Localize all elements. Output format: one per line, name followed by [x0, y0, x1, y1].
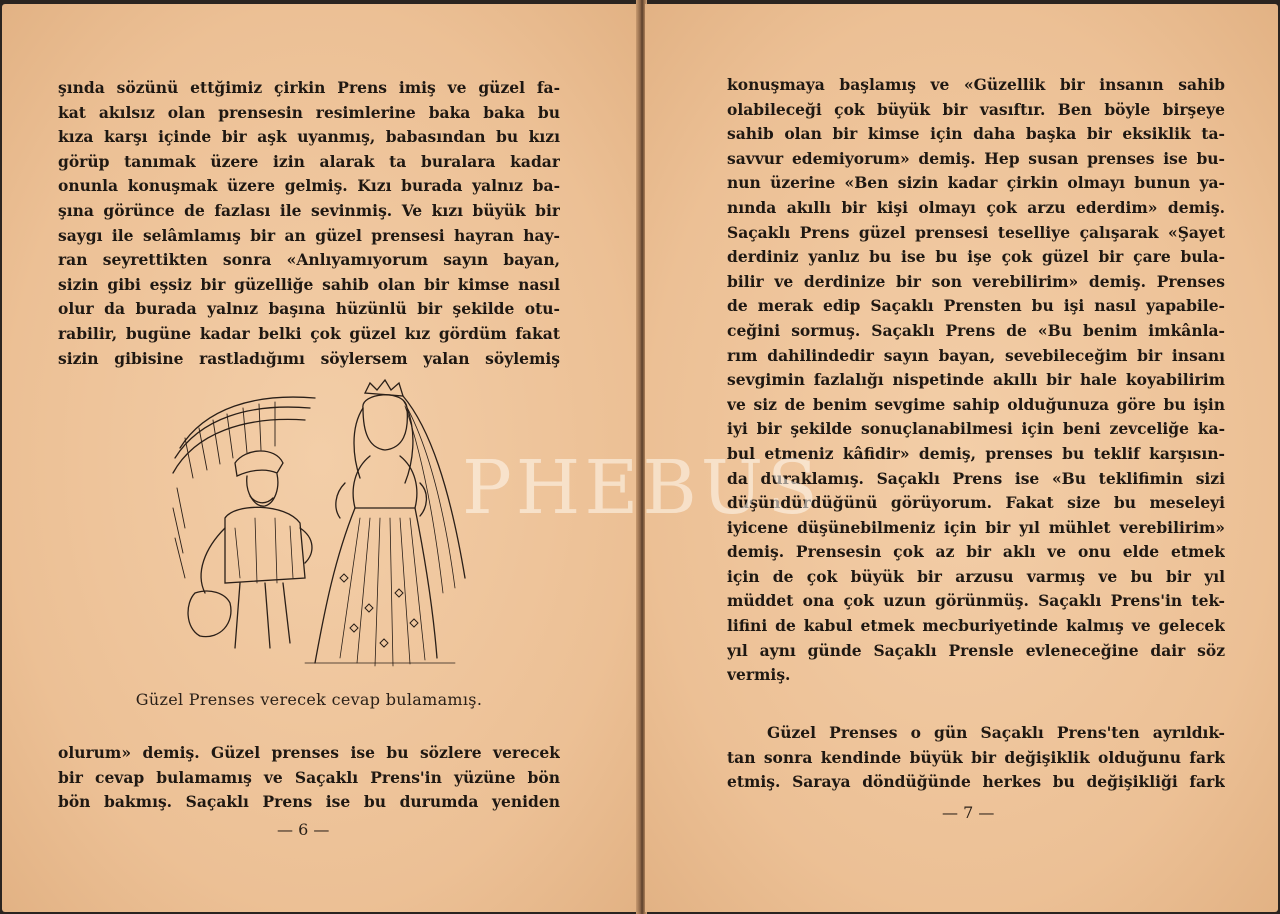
text-line: şına görünce de fazlası ile sevinmiş. Ve kızı büyük bir — [58, 200, 560, 220]
page-number-left: — 6 — — [277, 820, 330, 839]
text-line: olabileceği çok büyük bir vasıftır. Ben böyle birşeye — [727, 99, 1225, 119]
text-line: saygı ile selâmlamış bir an güzel prensesi hayran hay- — [58, 225, 560, 245]
text-line: lifini de kabul etmek mecburiyetinde kalmış ve gelecek — [727, 616, 1225, 636]
text-line: iyicene düşünebilmeniz için bir yıl mühlet verebilirim» — [727, 517, 1225, 537]
text-line: onunla konuşmak üzere gelmiş. Kızı burada yalnız ba- — [58, 176, 560, 196]
text-line: bul etmeniz kâfidir» demiş, prenses bu teklif karşısın- — [727, 443, 1225, 463]
illustration-caption: Güzel Prenses verecek cevap bulamamış. — [135, 690, 483, 709]
text-line: bilir ve derdinize bir son verebilirim» demiş. Prenses — [727, 271, 1225, 291]
text-line: sizin gibisine rastladığımı söylersem yalan söylemiş — [58, 348, 560, 368]
text-line: sevgimin fazlalığı nispetinde akıllı bir hale koyabilirim — [727, 370, 1225, 390]
text-line: etmiş. Saraya döndüğünde herkes bu değişikliği fark — [727, 772, 1225, 792]
watermark: PHEBUS — [462, 445, 822, 531]
text-line: nun üzerine «Ben sizin kadar çirkin olmayı bunun ya- — [727, 173, 1225, 193]
text-line: için de çok büyük bir arzusu varmış ve bu bir yıl — [727, 566, 1225, 586]
text-line: ran seyrettikten sonra «Anlıyamıyorum sayın bayan, — [58, 250, 560, 270]
prince-and-princess-illustration — [165, 378, 470, 670]
text-line: Saçaklı Prens güzel prensesi teselliye çalışarak «Şayet — [727, 222, 1225, 242]
text-line: demiş. Prensesin çok az bir aklı ve onu elde etmek — [727, 542, 1225, 562]
text-line: rabilir, bugüne kadar belki çok güzel kız gördüm fakat — [58, 323, 560, 343]
text-line: bön bakmış. Saçaklı Prens ise bu durumda yeniden — [58, 792, 560, 812]
text-line: savvur edemiyorum» demiş. Hep susan prenses ise bu- — [727, 148, 1225, 168]
text-line: da duraklamış. Saçaklı Prens ise «Bu teklifimin sizi — [727, 468, 1225, 488]
text-line: vermiş. — [727, 665, 791, 685]
text-line: görüp tanımak üzere izin alarak ta buralara kadar — [58, 151, 560, 171]
text-line: derdiniz yanlız bu ise bu işe çok güzel bir çare bula- — [727, 247, 1225, 267]
text-line: nında akıllı bir kişi olmayı çok arzu ederdim» demiş. — [727, 197, 1225, 217]
page-number-right: — 7 — — [942, 803, 995, 822]
text-line: olur da burada yalnız başına hüzünlü bir şekilde otu- — [58, 299, 560, 319]
text-line: iyi bir şekilde sonuçlanabilmesi için beni zevceliğe ka- — [727, 419, 1225, 439]
text-line: sahib olan bir kimse için daha başka bir eksiklik ta- — [727, 124, 1225, 144]
text-line: rım dahilindedir sayın bayan, sevebileceğim bir insanı — [727, 345, 1225, 365]
left-bottom-text — [58, 741, 560, 815]
text-line: Güzel Prenses o gün Saçaklı Prens'ten ayrıldık- — [767, 723, 1225, 742]
left-top-text — [58, 76, 560, 371]
text-line: yıl aynı günde Saçaklı Prensle evleneceğine dair söz — [727, 640, 1225, 660]
text-line: müddet ona çok uzun görünmüş. Saçaklı Prens'in tek- — [727, 591, 1225, 611]
text-line: bir cevap bulamamış ve Saçaklı Prens'in yüzüne bön — [58, 767, 560, 787]
right-main-text — [727, 73, 1225, 688]
text-line: kat akılsız olan prensesin resimlerine baka baka bu — [58, 102, 560, 122]
text-line: kıza karşı içinde bir aşk uyanmış, babasından bu kızı — [58, 127, 560, 147]
text-line: ve siz de benim sevgime sahip olduğunuza göre bu işin — [727, 394, 1225, 414]
text-line: düşündürdüğünü görüyorum. Fakat size bu meseleyi — [727, 493, 1225, 513]
right-paragraph-text — [727, 721, 1225, 795]
text-line: şında sözünü ettğimiz çirkin Prens imiş ve güzel fa- — [58, 78, 560, 97]
text-line: de merak edip Saçaklı Prensten bu işi nasıl yapabile- — [727, 296, 1225, 316]
text-line: olurum» demiş. Güzel prenses ise bu sözlere verecek — [58, 743, 560, 762]
text-line: sizin gibi eşsiz bir güzelliğe sahib olan bir kimse nasıl — [58, 274, 560, 294]
text-line: konuşmaya başlamış ve «Güzellik bir insanın sahib — [727, 75, 1225, 94]
text-line: tan sonra kendinde büyük bir değişiklik olduğunu fark — [727, 747, 1225, 767]
text-line: ceğini sormuş. Saçaklı Prens de «Bu benim imkânla- — [727, 320, 1225, 340]
